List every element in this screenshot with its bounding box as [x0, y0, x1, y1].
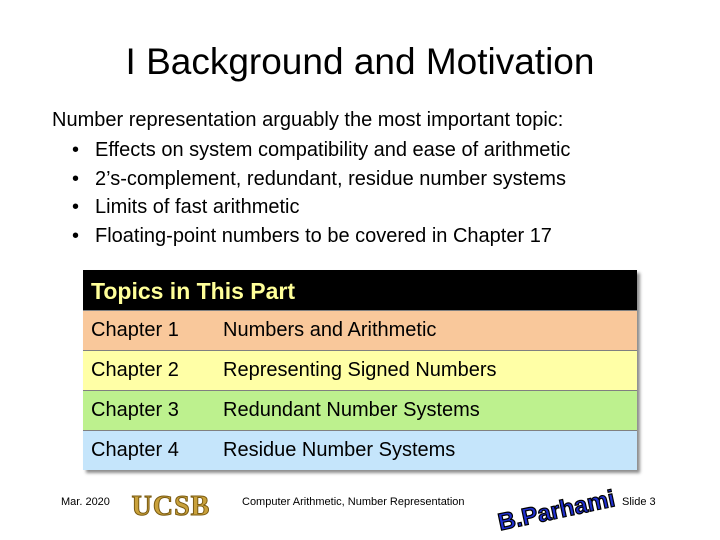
ucsb-logo	[125, 488, 217, 522]
bullet-list	[72, 138, 570, 252]
bullet-text: Effects on system compatibility and ease of arithmetic	[95, 139, 571, 161]
topics-table	[83, 270, 637, 470]
chapter-number: Chapter 3	[91, 399, 179, 421]
bullet-text: Limits of fast arithmetic	[95, 196, 300, 218]
chapter-number: Chapter 1	[91, 319, 179, 341]
bullet-item	[72, 195, 570, 224]
topic-row-3	[83, 390, 637, 430]
chapter-name: Representing Signed Numbers	[223, 359, 497, 381]
intro-text: Number representation arguably the most important topic:	[52, 109, 564, 131]
topic-row-1	[83, 310, 637, 350]
svg-text:UCSB: UCSB	[131, 491, 211, 522]
bullet-icon: •	[72, 167, 80, 190]
bullet-text: Floating-point numbers to be covered in Chapter 17	[95, 224, 552, 247]
bullet-text: 2’s-complement, redundant, residue number systems	[95, 167, 566, 190]
footer-date: Mar. 2020	[61, 496, 110, 508]
chapter-number: Chapter 4	[91, 439, 179, 461]
chapter-name: Redundant Number Systems	[223, 399, 480, 421]
bullet-icon: •	[72, 139, 80, 161]
topic-row-4	[83, 430, 637, 470]
chapter-name: Numbers and Arithmetic	[223, 319, 437, 341]
bullet-item	[72, 167, 570, 196]
slide-title: I Background and Motivation	[125, 41, 595, 82]
svg-text:B.Parhami: B.Parhami	[495, 485, 618, 537]
chapter-name: Residue Number Systems	[223, 439, 456, 461]
topics-header: Topics in This Part	[83, 270, 637, 310]
author-logo	[495, 482, 618, 537]
bullet-item	[72, 224, 570, 253]
chapter-number: Chapter 2	[91, 359, 179, 381]
bullet-icon: •	[72, 196, 80, 218]
topic-row-2	[83, 350, 637, 390]
slide-number: Slide 3	[622, 496, 656, 508]
footer-course-title: Computer Arithmetic, Number Representation	[242, 496, 465, 508]
bullet-item	[72, 138, 570, 167]
bullet-icon: •	[72, 224, 80, 247]
